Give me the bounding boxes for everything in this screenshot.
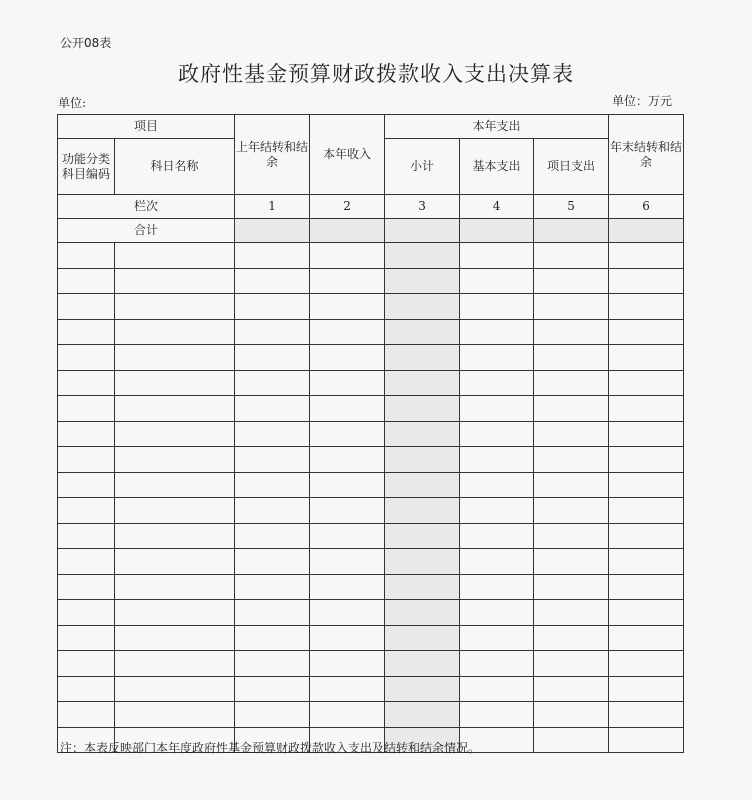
header-prev-carryover: 上年结转和结余 [235,115,310,195]
table-cell [534,421,609,447]
table-cell [460,447,534,473]
table-cell [385,319,460,345]
table-cell [385,676,460,702]
table-cell [115,625,235,651]
table-cell [58,319,115,345]
header-basic-expense: 基本支出 [460,139,534,195]
table-cell [534,574,609,600]
total-cell [385,219,460,243]
table-cell [609,472,684,498]
table-cell [310,294,385,320]
table-cell [58,472,115,498]
table-cell [58,243,115,269]
table-cell [460,370,534,396]
table-cell [460,472,534,498]
table-cell [115,600,235,626]
table-row [58,574,684,600]
table-cell [385,651,460,677]
table-cell [609,651,684,677]
table-cell [385,702,460,728]
table-cell [609,243,684,269]
table-row [58,676,684,702]
table-cell [310,651,385,677]
table-cell [235,625,310,651]
total-cell [460,219,534,243]
table-cell [115,498,235,524]
header-year-end-carryover: 年末结转和结余 [609,115,684,195]
table-cell [310,549,385,575]
table-cell [58,370,115,396]
column-number: 4 [460,195,534,219]
table-cell [609,421,684,447]
table-row [58,421,684,447]
total-cell [310,219,385,243]
table-cell [460,268,534,294]
table-row [58,472,684,498]
table-cell [534,523,609,549]
table-cell [310,243,385,269]
table-row [58,345,684,371]
table-cell [460,243,534,269]
column-number: 2 [310,195,385,219]
table-cell [460,676,534,702]
budget-table [57,114,684,753]
table-cell [385,345,460,371]
table-cell [534,676,609,702]
table-cell [58,345,115,371]
table-cell [115,523,235,549]
column-number: 1 [235,195,310,219]
table-row [58,447,684,473]
table-row [58,268,684,294]
table-cell [115,676,235,702]
table-cell [310,447,385,473]
table-cell [534,702,609,728]
table-cell [58,651,115,677]
table-cell [534,625,609,651]
table-cell [385,523,460,549]
table-cell [310,396,385,422]
table-cell [235,243,310,269]
table-cell [235,702,310,728]
table-cell [534,498,609,524]
table-cell [58,676,115,702]
table-cell [534,472,609,498]
table-cell [385,498,460,524]
table-cell [58,421,115,447]
table-cell [310,702,385,728]
table-cell [534,319,609,345]
table-cell [115,268,235,294]
table-cell [235,447,310,473]
table-cell [609,498,684,524]
table-cell [609,625,684,651]
table-cell [609,549,684,575]
table-cell [609,345,684,371]
table-cell [609,702,684,728]
table-cell [310,268,385,294]
table-cell [115,472,235,498]
table-cell [460,421,534,447]
column-number: 3 [385,195,460,219]
table-row [58,370,684,396]
unit-right: 单位：万元 [612,94,673,108]
table-cell [235,294,310,320]
table-cell [235,472,310,498]
table-cell [115,651,235,677]
table-cell [385,625,460,651]
table-cell [460,549,534,575]
table-cell [115,447,235,473]
table-row [58,651,684,677]
table-cell [609,294,684,320]
table-row [58,243,684,269]
table-cell [58,574,115,600]
page-title: 政府性基金预算财政拨款收入支出决算表 [178,62,574,86]
table-cell [534,447,609,473]
table-cell [235,600,310,626]
table-cell [115,370,235,396]
header-current-expense: 本年支出 [385,115,609,139]
header-subject-name: 科日名称 [115,139,235,195]
table-cell [58,447,115,473]
table-cell [460,498,534,524]
table-cell [534,345,609,371]
table-cell [115,243,235,269]
table-cell [235,676,310,702]
table-cell [460,294,534,320]
table-cell [115,702,235,728]
table-cell [310,472,385,498]
table-cell [385,370,460,396]
table-cell [460,600,534,626]
table-cell [609,676,684,702]
table-cell [460,625,534,651]
table-cell [310,421,385,447]
table-cell [385,472,460,498]
column-number: 6 [609,195,684,219]
table-cell [609,447,684,473]
total-cell [534,219,609,243]
table-cell [235,498,310,524]
header-func-code: 功能分类科目编码 [58,139,115,195]
table-cell [460,523,534,549]
table-cell [609,396,684,422]
table-cell [460,396,534,422]
table-cell [115,421,235,447]
table-cell [235,396,310,422]
table-cell [310,600,385,626]
table-cell [534,243,609,269]
table-cell [235,319,310,345]
table-cell [58,498,115,524]
table-cell [58,523,115,549]
table-cell [115,345,235,371]
table-cell [609,370,684,396]
table-cell [58,549,115,575]
table-cell [385,574,460,600]
table-cell [534,268,609,294]
table-row [58,523,684,549]
table-cell [609,600,684,626]
table-row [58,600,684,626]
unit-left: 单位: [58,96,87,110]
header-project-expense: 项日支出 [534,139,609,195]
table-row [58,319,684,345]
table-cell [115,396,235,422]
table-cell [609,523,684,549]
table-cell [310,319,385,345]
table-cell [115,294,235,320]
table-cell [534,370,609,396]
footnote: 注：本表反映部门本年度政府性基金预算财政拨款收入支出及结转和结余情况。 [60,741,481,755]
table-cell [58,600,115,626]
table-cell [235,370,310,396]
column-row-label: 栏次 [58,195,235,219]
table-cell [310,676,385,702]
table-row [58,498,684,524]
table-row [58,549,684,575]
table-cell [534,396,609,422]
table-cell [310,523,385,549]
table-cell [534,727,609,753]
table-cell [115,549,235,575]
table-cell [385,294,460,320]
table-row [58,702,684,728]
table-cell [609,727,684,753]
header-current-income: 本年收入 [310,115,385,195]
total-label: 合计 [58,219,235,243]
table-cell [385,243,460,269]
form-code: 公开08表 [60,36,112,50]
table-cell [310,345,385,371]
table-cell [460,345,534,371]
table-cell [609,319,684,345]
table-body [58,243,684,753]
table-cell [58,702,115,728]
table-cell [385,268,460,294]
table-cell [310,370,385,396]
table-cell [235,421,310,447]
table-cell [385,447,460,473]
table-cell [235,523,310,549]
table-cell [58,396,115,422]
table-cell [460,702,534,728]
header-project: 项目 [58,115,235,139]
table-cell [609,574,684,600]
table-cell [58,268,115,294]
table-cell [460,319,534,345]
table-cell [534,651,609,677]
table-cell [534,549,609,575]
table-cell [385,396,460,422]
table-cell [58,625,115,651]
table-cell [115,319,235,345]
table-cell [460,651,534,677]
table-cell [534,294,609,320]
table-cell [534,600,609,626]
table-cell [385,600,460,626]
table-cell [235,268,310,294]
table-row [58,294,684,320]
table-cell [460,574,534,600]
table-cell [385,549,460,575]
table-cell [310,625,385,651]
table-cell [310,574,385,600]
table-row [58,625,684,651]
table-cell [115,574,235,600]
table-cell [235,574,310,600]
table-cell [385,421,460,447]
table-cell [235,345,310,371]
table-cell [235,651,310,677]
table-cell [609,268,684,294]
total-cell [235,219,310,243]
table-cell [58,294,115,320]
column-number: 5 [534,195,609,219]
table-cell [235,549,310,575]
header-subtotal: 小计 [385,139,460,195]
table-row [58,396,684,422]
total-cell [609,219,684,243]
table-cell [310,498,385,524]
